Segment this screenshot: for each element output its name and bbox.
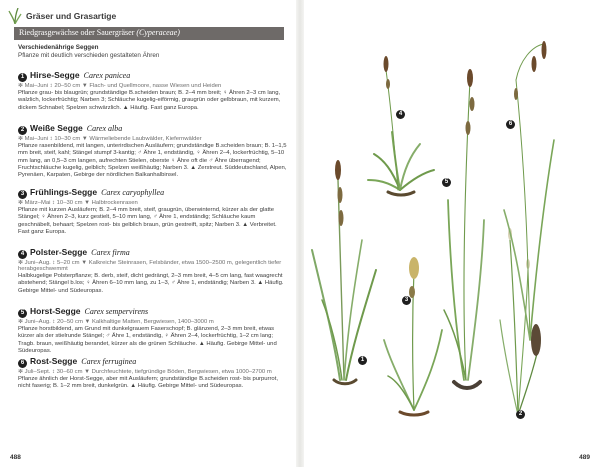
family-name: Riedgrasgewächse oder Sauergräser <box>19 28 135 37</box>
species-entry-5 <box>18 306 288 355</box>
species-description: Pflanze rasenbildend, mit langen, unterirdischen Ausläufern; grundständige B.scheiden braun; B. 1–1,5 mm breit, steif, kahl; Stängel stumpf 3-kantig; ♂ Ähre 1, endständig, ♀ Ähren 2–4, lockerfrüchtig, 5–10 mm lang, an 0,5–3 cm langen, aufrechten Stielen, oberste ♀ Ähre oft die ♂ Ähre überragend; Fruchtschläuche kugelig, gelblich; Spelzen weißhäutig; Narben 3. ▲ Zerstreut. Süddeutschland, Alpen, Pyrenäen, Karpaten, Gebirge der nördlichen Balkanhalbinsel. <box>18 143 287 179</box>
family-bar <box>14 27 284 40</box>
figure-marker-3: 3 <box>402 296 411 305</box>
species-description: Pflanze grau- bis blaugrün; grundständige B.scheiden braun; B. 2–4 mm breit; ♀ Ähren 2–3 cm lang, walzlich, lockerfrüchtig; Narben 3; Schläuche kugelig-eiförmig, graugrün oder gelbbraun, mit kurzem, dickem Schnabel; Spelzen schwärzlich. ▲ Häufig. Fast ganz Europa. <box>18 90 281 111</box>
species-description: Halbkugelige Polsterpflanze; B. derb, steif, dicht gedrängt, 2–3 mm breit, 4–5 cm lang, fast waagrecht abstehend; Stängel b.los; ♀ Ähren 6–10 mm lang, zu 1–3, ♂ Ähre 1, endständig; Narben 3. ▲ Häufig. Gebirge Mittel- und Südeuropas. <box>18 273 284 294</box>
species-name: Horst-Segge <box>30 306 81 316</box>
species-name: Frühlings-Segge <box>30 187 98 197</box>
book-gutter <box>296 0 304 467</box>
plant-1 <box>312 160 376 384</box>
species-meta: ✻ Mai–Juni ↕ 20–50 cm ▼ Flach- und Quellmoore, nasse Wiesen und Heiden <box>18 83 222 89</box>
species-latin: Carex firma <box>91 248 130 257</box>
sedge-plants-drawing <box>304 20 590 440</box>
species-entry-4 <box>18 247 288 295</box>
figure-marker-6: 6 <box>506 120 515 129</box>
species-meta: ✻ Mai–Juni ↕ 10–30 cm ▼ Wärmeliebende Laubwälder, Kiefernwälder <box>18 136 202 142</box>
left-page <box>0 0 296 467</box>
page-number-left: 488 <box>10 454 21 461</box>
grass-icon <box>8 8 22 24</box>
species-latin: Carex alba <box>86 124 123 133</box>
chapter-header <box>8 8 116 24</box>
figure-marker-4: 4 <box>396 110 405 119</box>
family-latin: (Cyperaceae) <box>136 28 180 37</box>
species-name: Rost-Segge <box>30 356 78 366</box>
plant-5 <box>444 69 484 388</box>
species-name: Polster-Segge <box>30 247 88 257</box>
species-name: Weiße Segge <box>30 123 83 133</box>
species-meta: ✻ Juli–Sept. ↕ 30–60 cm ▼ Durchfeuchtete, tiefgründige Böden, Bergwiesen, etwa 1000–2700 m <box>18 369 272 375</box>
species-description: Pflanze mit kurzen Ausläufern; B. 2–4 mm breit, steif, graugrün, überwinternd, kürzer als der glatte Stängel; ♀ Ähren 2–3, kurz gestielt, 5–10 mm lang, ♂ Ähre 1, endständig; Schläuche kaum geschnäbelt, behaart; Spelzen rost- bis gelblich braun, grün gestreift, spitz; Narben 3. ▲ Verbreitet. Fast ganz Europa. <box>18 207 277 235</box>
plant-4 <box>368 56 434 195</box>
species-entry-2 <box>18 123 288 179</box>
figure-marker-5: 5 <box>442 178 451 187</box>
species-number: 3 <box>18 190 27 199</box>
species-name: Hirse-Segge <box>30 70 80 80</box>
plant-3 <box>384 257 442 415</box>
species-latin: Carex caryophyllea <box>101 188 165 197</box>
species-meta: ✻ Juni–Aug. ↕ 20–50 cm ▼ Kalkhaltige Matten, Bergwiesen, 1400–3000 m <box>18 319 214 325</box>
species-entry-1 <box>18 70 288 112</box>
species-number: 1 <box>18 73 27 82</box>
plant-6 <box>504 41 554 340</box>
species-latin: Carex sempervirens <box>84 307 149 316</box>
species-entry-3 <box>18 187 288 236</box>
species-description: Pflanze ähnlich der Horst-Segge, aber mit Ausläufern; grundständige B.scheiden rost- bis purpurrot, nicht faserig; B. 1–2 mm breit, dunkelgrün. ▲ Häufig. Gebirge Mittel- und Südeuropas. <box>18 376 278 390</box>
species-latin: Carex ferruginea <box>81 357 137 366</box>
species-description: Pflanze horstbildend, am Grund mit dunkelgrauem Faserschopf; B. glänzend, 2–3 mm breit, etwas kürzer als der stielrunde Stängel; ♂ Ähre 1, endständig, ♀ Ähren 2–4, lockerfrüchtig, 1–2 cm lang; Tragb. braun, weißhäutig berandet, kürzer als die grünen Schläuche. ▲ Häufig. Gebirge Mittel- und Südeuropas. <box>18 326 277 354</box>
figure-marker-1: 1 <box>358 356 367 365</box>
species-number: 5 <box>18 309 27 318</box>
group-description: Pflanze mit deutlich verschieden gestalteten Ähren <box>18 52 160 59</box>
page-number-right: 489 <box>579 454 590 461</box>
figure-marker-2: 2 <box>516 410 525 419</box>
chapter-title: Gräser und Grasartige <box>26 11 117 21</box>
species-latin: Carex panicea <box>83 71 131 80</box>
species-entry-6 <box>18 356 288 391</box>
species-meta: ✻ März–Mai ↕ 10–30 cm ▼ Halbtrockenrasen <box>18 200 138 206</box>
species-number: 2 <box>18 126 27 135</box>
species-meta: ✻ Juni–Aug. ↕ 5–20 cm ▼ Kalkreiche Steinrasen, Felsbänder, etwa 1500–2500 m, gelegentlich tiefer herabgeschwemmt <box>18 260 282 272</box>
sedge-illustration <box>304 20 590 440</box>
species-number: 4 <box>18 250 27 259</box>
species-number: 6 <box>18 359 27 368</box>
group-heading: Verschiedenährige Seggen <box>18 44 99 51</box>
plant-2 <box>500 228 541 415</box>
